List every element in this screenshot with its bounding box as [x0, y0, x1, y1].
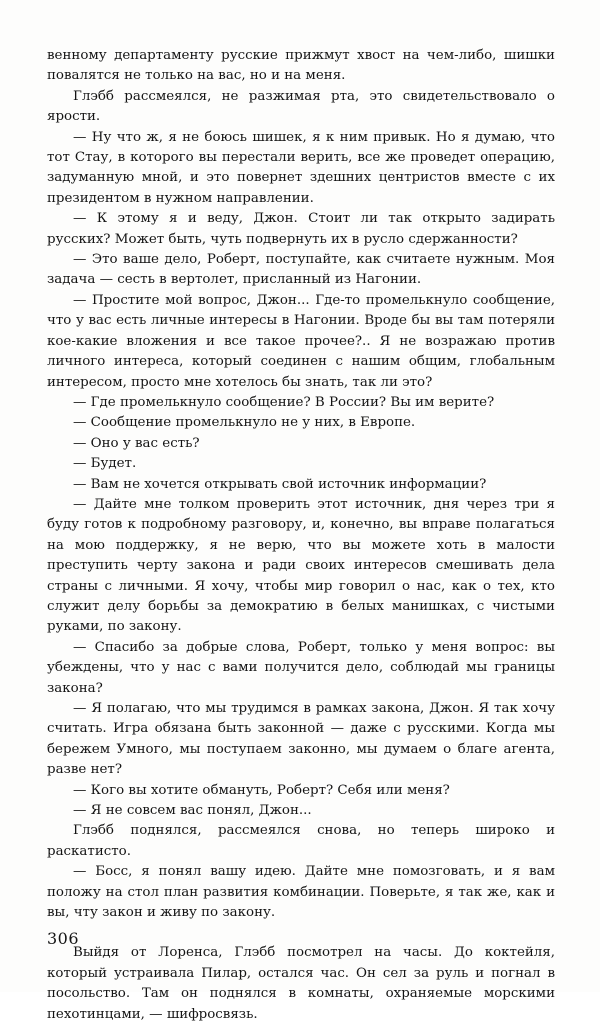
paragraph: Глэбб рассмеялся, не разжимая рта, это свидетельствовало о ярости. [47, 88, 555, 125]
paragraph: — Это ваше дело, Роберт, поступайте, как считаете нужным. Моя задача — сесть в вертолет, присланный из Нагонии. [47, 252, 555, 288]
paragraph: — Простите мой вопрос, Джон... Где-то промелькнуло сообщение, что у вас есть личные интересы в Нагонии. Вроде бы вы там потеряли кое-какие вложения и все такое прочее?.. Я не возражаю против личного интереса, который соединен с нашим общим, глобальным интересом, просто мне хотелось бы знать, так ли это? [47, 292, 555, 390]
paragraph: — Вам не хочется открывать свой источник информации? [73, 476, 487, 492]
paragraph: — Я полагаю, что мы трудимся в рамках закона, Джон. Я так хочу считать. Игра обязана быть законной — даже с русскими. Когда мы бережем Умного, мы поступаем законно, мы думаем о благе агента, разве нет? [47, 701, 555, 778]
paragraph: — К этому я и веду, Джон. Стоит ли так открыто задирать русских? Может быть, чуть подвернуть их в русло сдержанности? [47, 211, 555, 247]
paragraph: — Я не совсем вас понял, Джон... [73, 803, 312, 819]
section-break [47, 923, 555, 943]
paragraph: — Где промелькнуло сообщение? В России? Вы им верите? [73, 394, 495, 410]
paragraph: Выйдя от Лоренса, Глэбб посмотрел на часы. До коктейля, который устраивала Пилар, остался час. Он сел за руль и погнал в посольство. Там он поднялся в комнаты, охраняемые морскими пехотинцами, — шифросвязь. [47, 945, 555, 1022]
paragraph: — Дайте мне толком проверить этот источник, дня через три я буду готов к подробному разговору, и, конечно, вы вправе полагаться на мою поддержку, я не верю, что вы можете хоть в малости преступить черту закона и ради своих интересов смешивать дела страны с личными. Я хочу, чтобы мир говорил о нас, как о тех, кто служит делу борьбы за демократию в белых манишках, с чистыми руками, по закону. [47, 496, 555, 635]
paragraph: Глэбб поднялся, рассмеялся снова, но теперь широко и раскатисто. [47, 823, 555, 859]
paragraph: — Босс, я понял вашу идею. Дайте мне помозговать, и я вам положу на стол план развития комбинации. Поверьте, я так же, как и вы, чту закон и живу по закону. [47, 864, 555, 921]
paragraph: — Сообщение промелькнуло не у них, в Европе. [73, 415, 416, 431]
body-text [47, 46, 555, 1025]
paragraph: — Будет. [73, 456, 137, 472]
page-number: 306 [47, 929, 80, 948]
paragraph: — Спасибо за добрые слова, Роберт, только у меня вопрос: вы убеждены, что у нас с вами получится дело, соблюдай мы границы закона? [47, 639, 555, 696]
paragraph: — Ну что ж, я не боюсь шишек, я к ним привык. Но я думаю, что тот Стау, в которого вы перестали верить, все же проведет операцию, задуманную мной, и это повернет здешних центристов вместе с их президентом в нужном направлении. [47, 129, 555, 206]
paragraph: венному департаменту русские прижмут хвост на чем-либо, шишки повалятся не только на вас, но и на меня. [47, 48, 555, 84]
paragraph: — Кого вы хотите обмануть, Роберт? Себя или меня? [73, 782, 450, 798]
paragraph: — Оно у вас есть? [73, 435, 200, 451]
